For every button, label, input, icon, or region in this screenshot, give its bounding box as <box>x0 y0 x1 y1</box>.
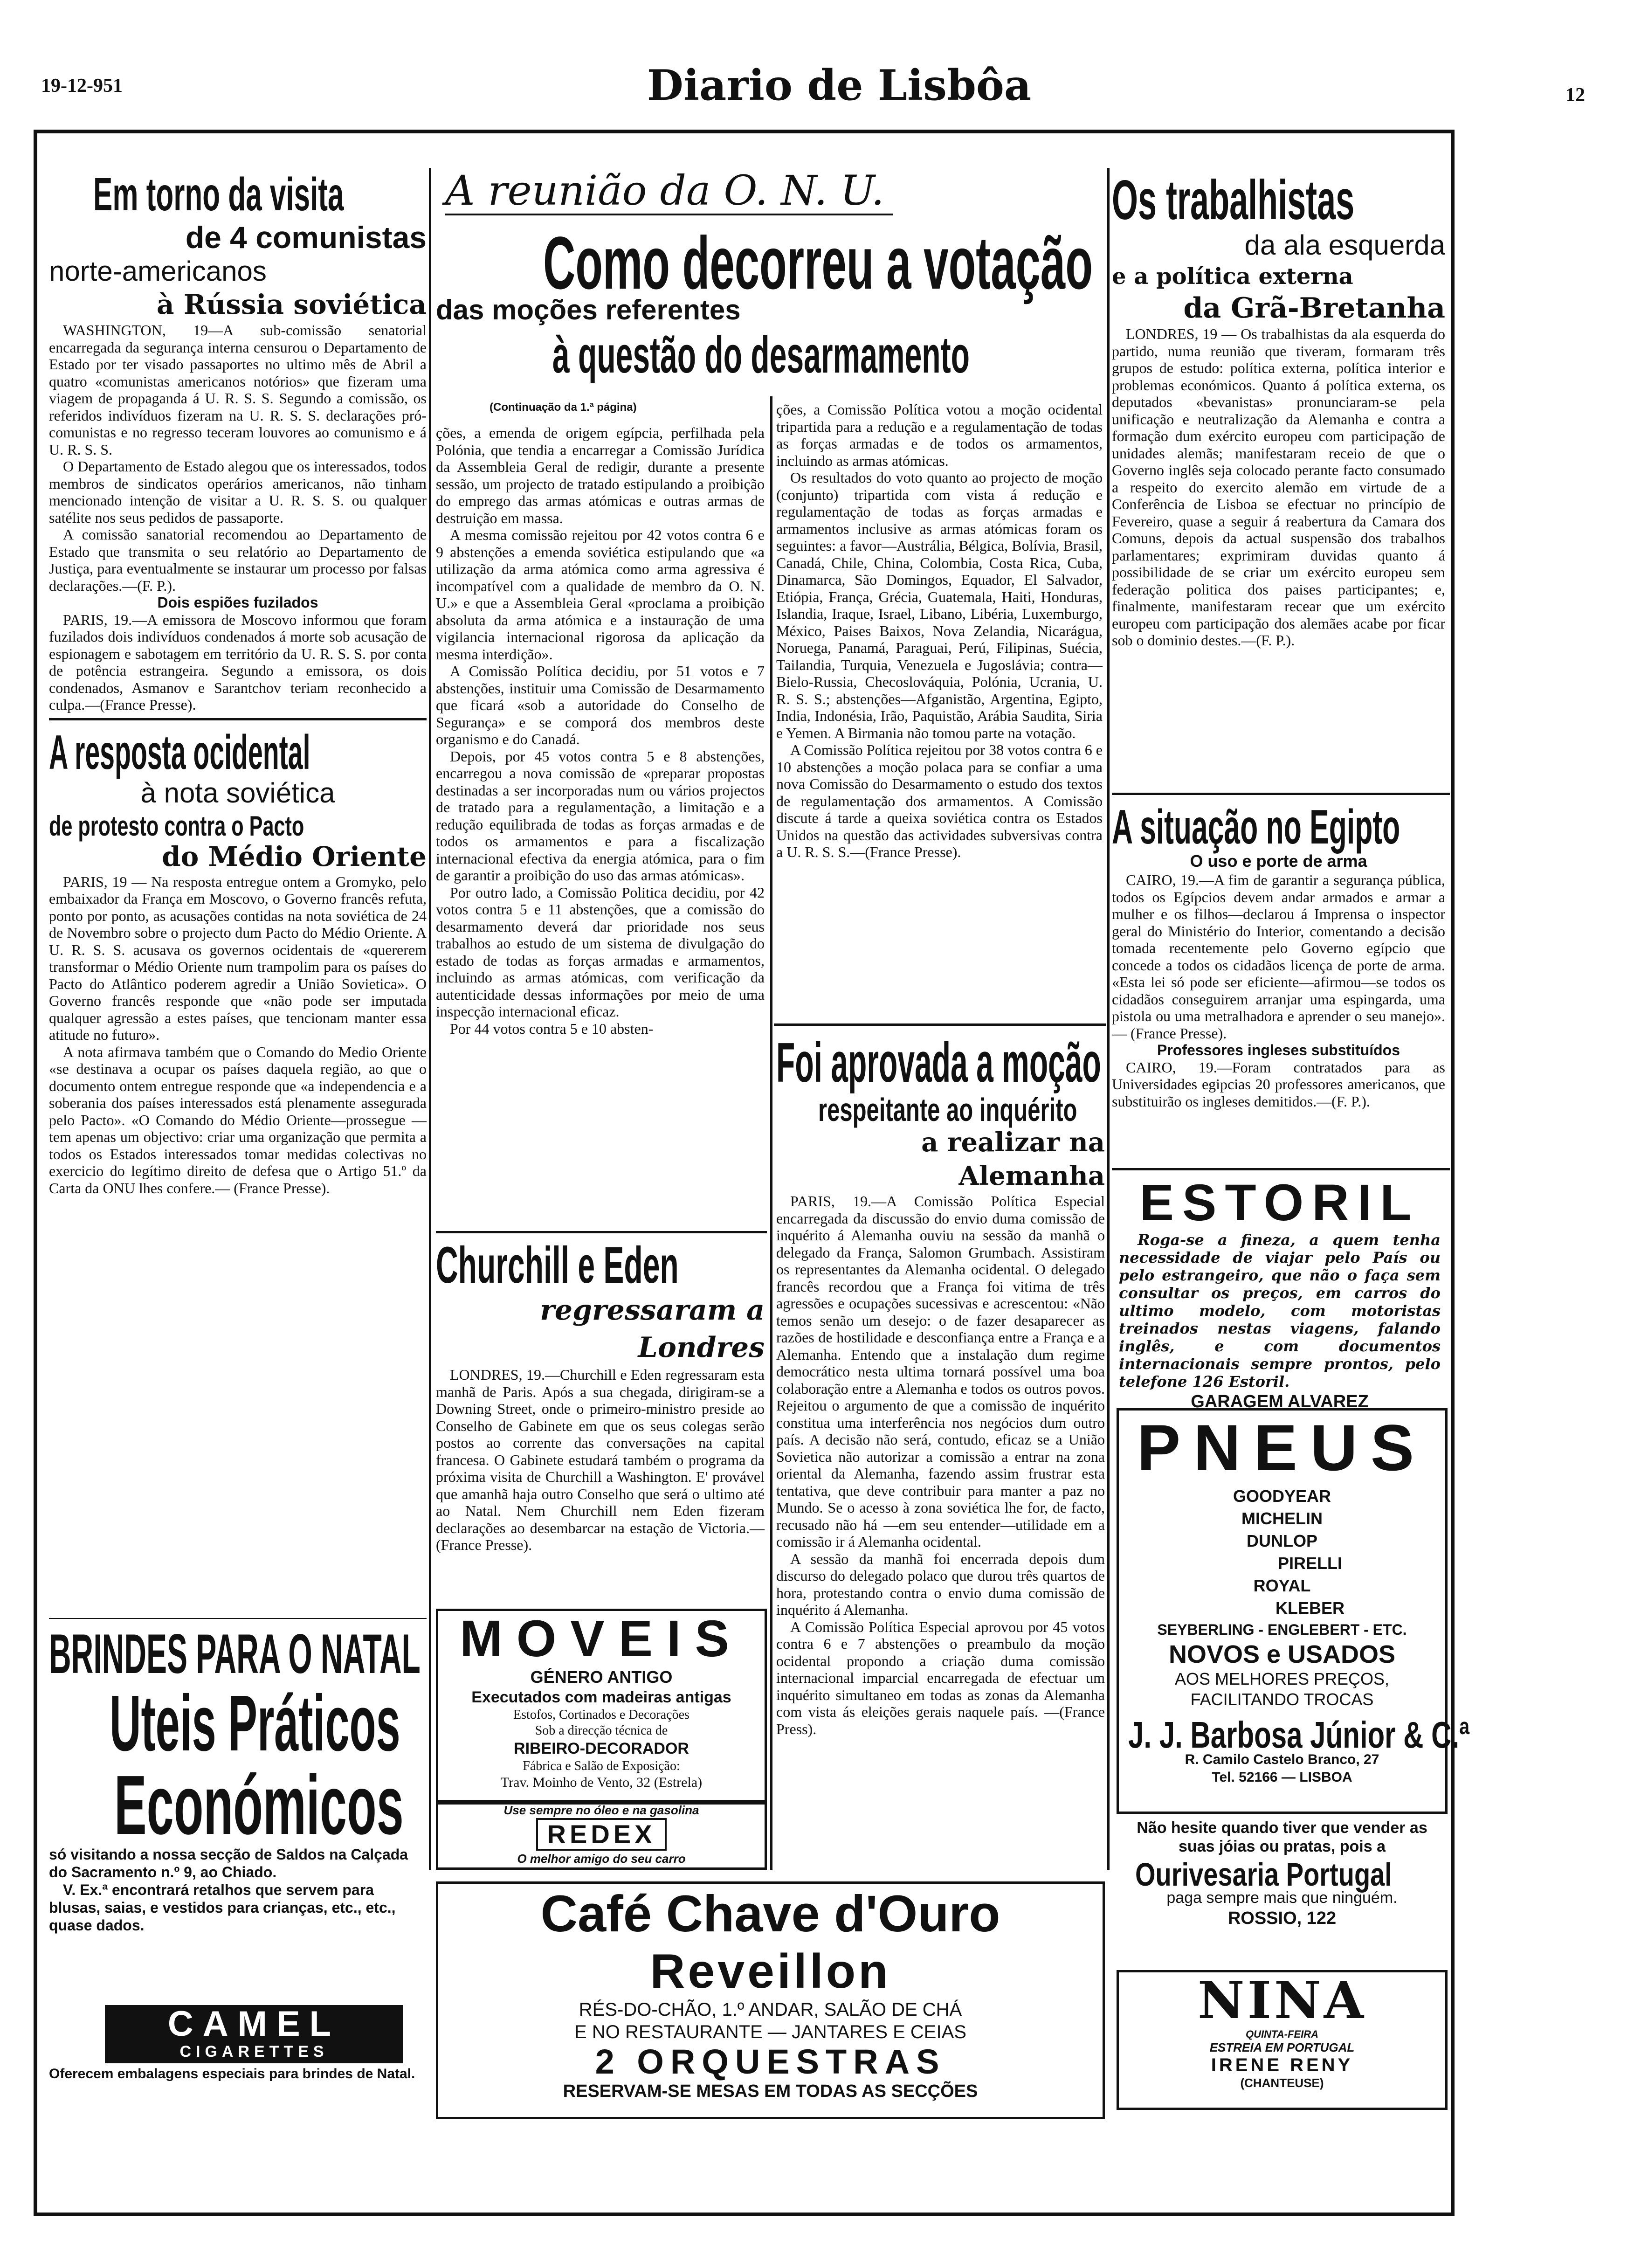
nina-line: IRENE RENY <box>1211 2055 1353 2075</box>
brindes-text: só visitando a nossa secção de Saldos na Calçada do Sacramento n.º 9, ao Chiado. <box>49 1846 408 1881</box>
brindes-line1: BRINDES PARA O NATAL <box>49 1623 421 1685</box>
ourivesaria-text: Não hesite quando tiver que vender as suas jóias ou pratas, pois a <box>1137 1819 1427 1855</box>
paragraph: O Departamento de Estado alegou que os interessados, todos membros de sindicatos operários americanos, não tinham mencionado intenção de visitar a U. R. S. S. ou qualquer satélite nos seus pedidos de passaporte. <box>49 458 427 526</box>
pneus-line: AOS MELHORES PREÇOS, <box>1174 1669 1390 1688</box>
estoril-body: Roga-se a fineza, a quem tenha necessidade de viajar pelo País ou pelo estrangeiro, que não o faça sem consultar os preços, em carros do ultimo modelo, com motoristas treinados nestas viagens, falando inglês, e com documentos internacionais sempre prontos, pelo telefone 126 Estoril. <box>1119 1231 1441 1390</box>
paragraph: A Comissão Política Especial aprovou por 45 votos contra 6 e 7 abstenções o preambulo da moção ocidental propondo a criação duma comissão internacional imparcial encarregada de efectuar um inquérito simultaneo em todas as zonas da Alemanha com vista ás eleições gerais naquele país. —(France Press). <box>776 1618 1105 1737</box>
paragraph: Os resultados do voto quanto ao projecto de moção (conjunto) tripartida com vista á redução e regulamentação de todas as forças armadas e armamentos inclusive as armas atómicas foram os seguintes: a favor—Austrália, Bélgica, Bolívia, Brasil, Canadá, Chile, China, Colombia, Costa Rica, Cuba, Dinamarca, São Domingos, Equador, El Salvador, Etiópia, França, Grécia, Guatemala, Haiti, Honduras, Islandia, Iraque, Israel, Libano, Libéria, Luxemburgo, México, Paises Baixos, Nova Zelandia, Nicarágua, Noruega, Panamá, Paraguai, Perú, Filipinas, Suécia, Tailandia, Turquia, Venezuela e Jugoslávia; contra—Bielo-Russia, Checoslováquia, Polónia, Ucrania, U. R. S. S.; abstenções—Afganistão, Argentina, Egipto, India, Indonésia, Irão, Paquistão, Arábia Saudita, Siria e Yemen. A Birmania não tomou parte na votação. <box>776 469 1103 741</box>
moveis-title: MOVEIS <box>460 1610 743 1667</box>
onu-headline-block <box>436 168 1103 401</box>
divider <box>49 718 427 720</box>
onu-column-a <box>436 424 765 1245</box>
moveis-line: Fábrica e Salão de Exposição: <box>523 1759 680 1773</box>
divider <box>1112 1168 1450 1170</box>
issue-date: 19-12-951 <box>41 75 123 97</box>
nina-ad <box>1117 1970 1448 2110</box>
pneus-line: FACILITANDO TROCAS <box>1190 1690 1374 1709</box>
mocao-body <box>776 1193 1105 1737</box>
brand-item: ROYAL <box>1253 1576 1311 1595</box>
camel-logo: CAMEL CIGARETTES <box>105 2005 403 2063</box>
camel-text: Oferecem embalagens especiais para brindes de Natal. <box>49 2066 415 2081</box>
estoril-sign: GARAGEM ALVAREZ <box>1191 1392 1369 1411</box>
redex-bottom: O melhor amigo do seu carro <box>517 1852 686 1866</box>
resposta-line3: de protesto contra o Pacto <box>49 810 304 842</box>
brand-item: DUNLOP <box>1247 1531 1317 1550</box>
onu-column-b <box>776 401 1103 1026</box>
brand-item: GOODYEAR <box>1233 1487 1331 1506</box>
divider <box>436 1231 767 1233</box>
moveis-line: Estofos, Cortinados e Decorações <box>513 1708 689 1722</box>
brindes-line2: Uteis Práticos <box>110 1679 400 1768</box>
cafe-line: E NO RESTAURANTE — JANTARES E CEIAS <box>574 2022 966 2042</box>
onu-line2: das moções referentes <box>436 294 741 325</box>
brindes-line3: Económicos <box>114 1758 404 1852</box>
pneus-address: R. Camilo Castelo Branco, 27 <box>1185 1752 1379 1767</box>
paragraph: A mesma comissão rejeitou por 42 votos contra 6 e 9 abstenções a emenda soviética estipulando que «a utilização da arma atómica como arma agressiva é incompatível com a qualidade de membro da O. N. U.» e que a Assembleia Geral «proclama a proibição absoluta da arma atómica e a instauração de uma vigilancia internacional rigorosa da aplicação da mesma interdição». <box>436 526 765 663</box>
divider <box>1112 793 1450 795</box>
egipto-line2: O uso e porte de arma <box>1190 851 1367 871</box>
visita-line2: de 4 comunistas <box>185 220 427 255</box>
churchill-line2: regressaram a Londres <box>540 1294 765 1364</box>
cafe-title: Café Chave d'Ouro <box>540 1885 1000 1943</box>
paragraph: PARIS, 19 — Na resposta entregue ontem a Gromyko, pelo embaixador da França em Moscovo, o Governo francês refuta, ponto por ponto, as acusações contidas na nota soviética de 24 de Novembro sobre o projecto dum Pacto do Médio Oriente. A U. R. S. S. acusava os governos ocidentais de «quererem transformar o Médio Oriente num trampolim para os países do Pacto do Atlântico poderem agredir a União Sovietica». O Governo francês responde que «não pode ser imputada qualquer agressão a estes países, que tencionam manter essa atitude no futuro». <box>49 873 427 1043</box>
moveis-ad <box>436 1609 767 1805</box>
paragraph: A comissão sanatorial recomendou ao Departamento de Estado que transmita o seu relatório ao Departamento de Justiça, para eventualmente se instaurar um processo por falsas declarações.—(F. P.). <box>49 526 427 594</box>
churchill-body-wrap <box>436 1366 765 1554</box>
brand-item: KLEBER <box>1275 1598 1345 1618</box>
nina-line: QUINTA-FEIRA <box>1245 2028 1319 2040</box>
mocao-headline: Foi aprovada a moção <box>776 1031 1101 1094</box>
pneus-ad <box>1117 1408 1470 1814</box>
paragraph: CAIRO, 19.—A fim de garantir a segurança pública, todos os Egípcios devem andar armados e armar a mulher e os filhos—declarou á Imprensa o inspector geral do Ministério do Interior, comentando a decisão tomada recentemente pelo Governo egípcio que concede a todos os cidadãos licença de porte de arma. «Esta lei só pode ser eficiente—afirmou—se todos os cidadãos conseguirem arranjar uma espingarda, uma pistola ou uma metralhadora e aprender o seu manejo».— (France Presse). <box>1112 871 1445 1042</box>
trabalhistas-headline: Os trabalhistas <box>1112 169 1355 231</box>
visita-headline: Em torno da visita <box>93 168 344 221</box>
paragraph: Depois, por 45 votos contra 5 e 8 abstenções, encarregou a nova comissão de «preparar propostas destinadas a ser incorporadas num ou vários projectos de tratado para a regulamentação, a limitação e a redução equilibrada de todas as forças armadas e de todos os armamentos e para a fiscalização internacional efectiva da energia atómica, para o fim de garantir a proibição do uso das armas atómicas». <box>436 747 765 884</box>
column-rule <box>1107 168 1110 1870</box>
paragraph: Por 44 votos contra 5 e 10 absten- <box>450 1020 654 1037</box>
brand-item: PIRELLI <box>1277 1554 1342 1573</box>
visita-line3: norte-americanos <box>49 256 267 287</box>
estoril-title: ESTORIL <box>1139 1174 1420 1231</box>
churchill-article <box>436 1236 765 1609</box>
trabalhistas-line4: da Grã-Bretanha <box>1183 292 1445 325</box>
onu-kicker: A reunião da O. N. U. <box>445 168 893 215</box>
paragraph: A Comissão Política decidiu, por 51 votos e 7 abstenções, instituir uma Comissão de Desarmamento que ficará «sob a autoridade do Conselho de Segurança» e se comporá dos membros deste organismo e do Canadá. <box>436 663 765 747</box>
egipto-body <box>1112 871 1445 1110</box>
pneus-title: PNEUS <box>1137 1411 1427 1484</box>
trabalhistas-line2: da ala esquerda <box>1244 229 1445 261</box>
nina-line: (CHANTEUSE) <box>1240 2076 1324 2090</box>
mocao-article <box>776 1030 1105 1870</box>
trabalhistas-line3: e a política externa <box>1112 263 1353 290</box>
egipto-headline: A situação no Egipto <box>1112 800 1400 854</box>
churchill-headline: Churchill e Eden <box>436 1237 679 1294</box>
mocao-line2: respeitante ao inquérito <box>818 1092 1077 1128</box>
onu-line3: à questão do desarmamento <box>552 326 970 384</box>
brand-item: MICHELIN <box>1241 1509 1323 1528</box>
ourivesaria-name: Ourivesaria Portugal <box>1135 1856 1392 1893</box>
continuation-note: (Continuação da 1.ª página) <box>490 401 637 414</box>
column-rule <box>429 168 431 1870</box>
moveis-line: RIBEIRO-DECORADOR <box>514 1740 689 1757</box>
visita-line4: à Rússia soviética <box>157 289 427 320</box>
onu-headline: Como decorreu a votação <box>543 221 1093 304</box>
pneus-novos: NOVOS e USADOS <box>1168 1640 1396 1668</box>
ourivesaria-text: paga sempre mais que ninguém. <box>1166 1889 1398 1907</box>
ourivesaria-ad <box>1119 1819 1445 1958</box>
estoril-ad <box>1119 1174 1441 1411</box>
pneus-firm: J. J. Barbosa Júnior & C.ª <box>1128 1714 1470 1756</box>
moveis-line: Sob a direcção técnica de <box>535 1723 668 1738</box>
brand-item: SEYBERLING - ENGLEBERT - ETC. <box>1157 1621 1407 1638</box>
moveis-line: Trav. Moinho de Vento, 32 (Estrela) <box>500 1775 703 1790</box>
trabalhistas-body <box>1112 325 1445 649</box>
redex-brand-wrap <box>438 1818 765 1851</box>
ourivesaria-address: ROSSIO, 122 <box>1227 1908 1337 1928</box>
redex-logo: REDEX <box>536 1818 667 1851</box>
resposta-line2: à nota soviética <box>140 777 335 809</box>
resposta-article <box>49 873 427 1197</box>
trabalhistas-article <box>1112 168 1445 788</box>
paragraph: ções, a Comissão Política votou a moção ocidental tripartida para a redução e a regulamentação de todas as forças armadas e de todos os armamentos, incluindo as armas atómicas. <box>776 401 1103 469</box>
masthead-title: Diario de Lisbôa <box>647 61 1032 110</box>
paragraph: A nota afirmava também que o Comando do Medio Oriente «se destinava a ocupar os países daquela região, ao que o documento ontem entregue responde que «a independencia e a soberania dos países interessados está plenamente assegurada pelo Pacto». «O Comando do Médio Oriente—prossegue — tem apenas um objectivo: criar uma organização que permita a todos os Estados interessados tomar medidas colectivas no exercicio do legítimo direito de defesa que o Artigo 51.º da Carta da ONU lhes confere.— (France Presse). <box>49 1043 427 1196</box>
resposta-headline: A resposta ocidental <box>49 725 310 780</box>
redex-top: Use sempre no óleo e na gasolina <box>503 1803 699 1817</box>
moveis-sub: GÉNERO ANTIGO <box>530 1667 673 1687</box>
resposta-line4: do Médio Oriente <box>162 840 427 872</box>
column-1 <box>49 168 427 1870</box>
nina-title: NINA <box>1198 1970 1366 2030</box>
paragraph: PARIS, 19.—A emissora de Moscovo informou que foram fuzilados dois indivíduos condenados á morte sob acusação de espionagem e sabotagem em território da U. R. S. S. por conta de potência estrangeira. Segundo a emissora, os dois condenados, Asmanov e Sarantchov teriam reconhecido a culpa.—(France Presse). <box>49 611 427 713</box>
paragraph: CAIRO, 19.—Foram contratados para as Universidades egipcias 20 professores americanos, que substituirão os ingleses demitidos.—(F. P.). <box>1112 1058 1445 1110</box>
paragraph: A Comissão Política rejeitou por 38 votos contra 6 e 10 abstenções a moção polaca para se confiar a uma nova Comissão do Desarmamento o estudo dos textos de regulamentação dos armamentos. A Comissão discute á tarde a queixa soviética contra os Estados Unidos na questão das actividades subversivas contra a U. R. S. S.—(France Presse). <box>776 741 1103 860</box>
cafe-event: Reveillon <box>650 1944 891 1998</box>
paragraph: ções, a emenda de origem egípcia, perfilhada pela Polónia, que tendia a encarregar a Comissão Jurídica da Assembleia Geral de redigir, durante a presente sessão, um projecto de tratado estipulando a proibição do emprego das armas atómicas e outras armas de destruição em massa. <box>436 424 765 526</box>
paragraph: A sessão da manhã foi encerrada depois dum discurso do delegado polaco que durou três quartos de hora, protestando contra o envio duma comissão de inquérito á Alemanha. <box>776 1550 1105 1618</box>
visita-article <box>49 322 427 713</box>
paragraph: LONDRES, 19 — Os trabalhistas da ala esquerda do partido, numa reunião que tiveram, formaram três grupos de estudo: política externa, política interior e problemas económicos. Quanto á política externa, os deputados «bevanistas» pronunciaram-se pela unificação e neutralização da Alemanha e contra a formação dum exército europeu com participação de unidades alemãs; manifestaram receio de que o Governo inglês seja colocado perante facto consumado a respeito do exercito alemão em virtude de a Conferência de Lisboa se efectuar no princípio de Fevereiro, quase a seguir á reabertura da Camara dos Comuns, depois da actual suspensão dos trabalhos parlamentares; exprimiram duvidas quanto á possibilidade de se criar um exército europeu sem federação politica dos paises participantes; e, finalmente, manifestaram recear que um exército europeu com participação dos alemães acabe por ficar sob o dominio destes.—(F. P.). <box>1112 325 1445 649</box>
nina-line: ESTREIA EM PORTUGAL <box>1209 2040 1355 2054</box>
page-number: 12 <box>1565 84 1585 106</box>
paragraph: PARIS, 19.—A Comissão Política Especial encarregada da discussão do envio duma comissão de inquérito á Alemanha ouviu na sessão da manhã o delegado da França, Salomon Grumbach. Assistiram os representantes da Alemanha ocidental. O delegado francês recordou que a França foi vitima de três agressões e ocupações sucessivas e acrescentou: «Não temos senão um desejo: o de fazer desaparecer as razões de hostilidade e desconfiança entre a França e a Alemanha. Entendo que a instalação dum regime democrático nesta ultima tornará possível uma boa colaboração entre a Alemanha e todos os outros povos. Rejeitou o argumento de que a comissão de inquérito constitua uma interferência nos negócios dum outro país. A decisão não será, contudo, eficaz se a União Sovietica não autorizar a comissão a entrar na zona oriental da Alemanha, fazendo assim frustrar esta tentativa, que deve contribuir para manter a paz no Mundo. Se o acesso à zona soviética lhe for, de facto, recusado não há —em seu entender—utilidade em a comissão ir á Alemanha ocidental. <box>776 1193 1105 1550</box>
paragraph: Por outro lado, a Comissão Politica decidiu, por 42 votos contra 5 e 11 abstenções, que a comissão do desarmamento deverá dar prioridade nos seus trabalhos ao estudo de um sistema de divulgação do estado de todas as forças armadas e armamentos, incluindo as armas atómicas, com verificação da autenticidade dessas informações por meio de uma inspecção internacional eficaz. <box>436 884 765 1020</box>
moveis-line: Executados com madeiras antigas <box>471 1688 731 1706</box>
cafe-ad <box>436 1881 1105 2119</box>
paragraph: LONDRES, 19.—Churchill e Eden regressaram esta manhã de Paris. Após a sua chegada, dirigiram-se a Downing Street, onde o primeiro-ministro preside ao Conselho de Gabinete em que os seus colegas serão postos ao corrente das conversações na capital francesa. O Gabinete estudará também o programa da próxima visita de Churchill a Washington. E' provável que amanhã haja outro Conselho que será o ultimo até ao Natal. Nem Churchill nem Eden fizeram declarações ao desembarcar na estação de Victoria.—(France Presse). <box>436 1366 765 1553</box>
subheading: Dois espiões fuzilados <box>157 594 318 611</box>
column-rule <box>770 396 772 1870</box>
divider <box>774 1023 1106 1026</box>
cafe-line: RÉS-DO-CHÃO, 1.º ANDAR, SALÃO DE CHÁ <box>579 1999 962 2020</box>
cafe-orquestras: 2 ORQUESTRAS <box>595 2042 946 2081</box>
egipto-article <box>1112 800 1445 1219</box>
paragraph: WASHINGTON, 19—A sub-comissão senatorial encarregada da segurança interna censurou o Departamento de Estado por ter visado passaportes no ultimo mês de Abril a quatro «comunistas americanos notórios» que fizeram uma viagem de propaganda á U. R. S. S. Segundo a comissão, os referidos indivíduos fizeram na U. R. S. S. declarações pró-comunistas e no regresso teceram louvores ao comunismo e á U. R. S. S. <box>49 322 427 458</box>
cafe-line: RESERVAM-SE MESAS EM TODAS AS SECÇÕES <box>563 2081 978 2101</box>
brindes-text: V. Ex.ª encontrará retalhos que servem para blusas, saias, e vestidos para crianças, etc., etc., quase dados. <box>49 1881 396 1934</box>
subheading: Professores ingleses substituídos <box>1157 1042 1400 1058</box>
pneus-tel: Tel. 52166 — LISBOA <box>1212 1770 1352 1785</box>
redex-ad <box>436 1800 767 1870</box>
mocao-line3: a realizar na Alemanha <box>921 1127 1105 1191</box>
divider <box>49 1618 427 1619</box>
